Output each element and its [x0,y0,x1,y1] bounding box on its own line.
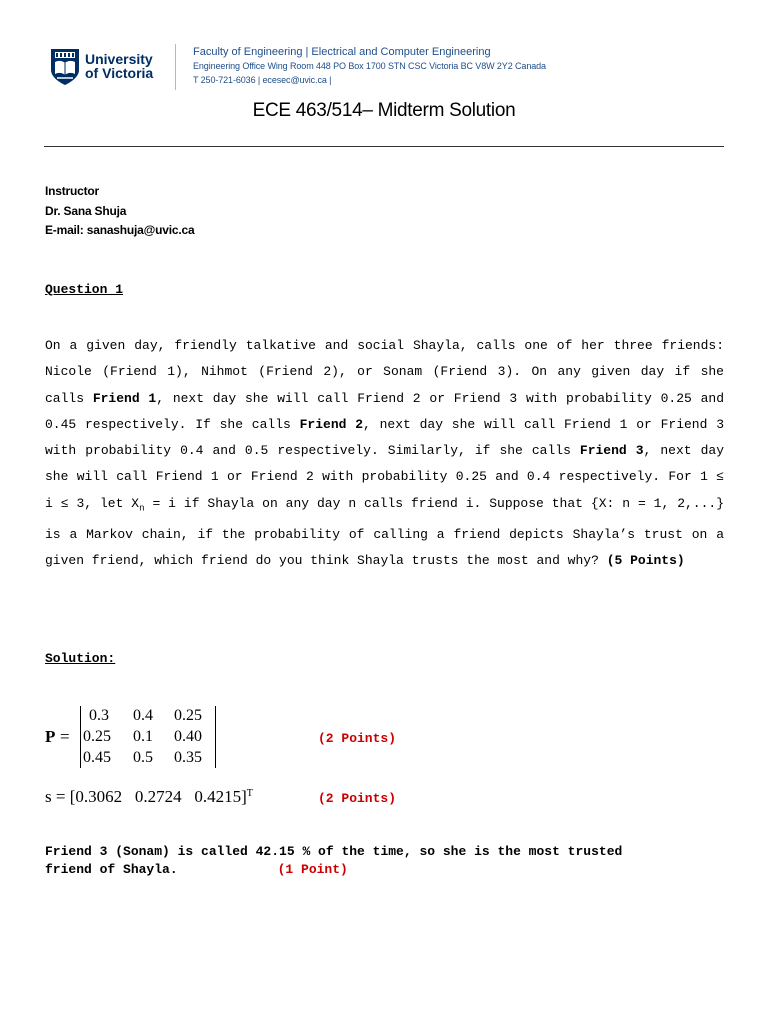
question-emphasis: Friend 1 [92,390,157,406]
instructor-name: Dr. Sana Shuja [45,203,127,218]
university-logo [50,48,160,92]
logo-line-2: of Victoria [85,65,154,81]
document-title: ECE 463/514– Midterm Solution [252,100,516,121]
instructor-email: E-mail: sanashuja@uvic.ca [45,223,195,237]
steady-state-values: s = [0.3062 0.2724 0.4215] [45,787,247,806]
subscript: n [139,503,145,514]
question-heading: Question 1 [45,282,124,297]
contact-line: T 250-721-6036 | ecesec@uvic.ca | [193,75,332,85]
transition-matrix [80,706,216,768]
matrix-equals: = [60,727,70,746]
logo-wordmark [85,52,153,80]
title-rule [44,146,724,147]
matrix-cell: 0.35 [174,749,202,766]
vector-points: (2 Points) [318,791,397,806]
matrix-cell: 0.4 [133,707,153,724]
conclusion-text [45,843,622,879]
address-line: Engineering Office Wing Room 448 PO Box 1700 STN CSC Victoria BC V8W 2Y2 Canada [193,61,546,71]
matrix-cell: 0.1 [133,728,153,745]
matrix-cell: 0.45 [83,749,111,766]
steady-state-vector [45,787,253,807]
faculty-line: Faculty of Engineering | Electrical and Computer Engineering [193,46,491,58]
question-points: (5 Points) [606,552,685,568]
question-text-part: , next day she will call Friend 1 or Friend 2 with probability 0.25 and 0.4 respectively. For 1 ≤ i ≤ 3, let X [45,443,725,511]
instructor-label: Instructor [45,184,100,198]
question-text-part: On a given day, friendly talkative and social Shayla, calls one of her three friends: Nicole (Friend 1), Nihmot (Friend 2), or Sonam (Friend 3). On any given day if she calls [45,338,724,406]
question-text-part: = i if Shayla on any day n calls friend i. Suppose that {X: n = 1, 2,...} is a Markov chain, if the probability of calling a friend depicts Shayla’s trust on a given friend, which friend do you think Shayla trusts the most and why? [45,495,724,568]
question-text-part: , next day she will call Friend 1 or Friend 3 with probability 0.4 and 0.5 respectively. Similarly, if she calls [45,416,724,459]
instructor-block [45,182,194,241]
department-info [193,45,546,87]
question-emphasis: Friend 3 [579,443,644,459]
question-emphasis: Friend 2 [299,416,364,432]
matrix-cell: 0.40 [174,728,202,745]
question-text-part: , next day she will call Friend 2 or Friend 3 with probability 0.25 and 0.45 respectively. If she calls [45,390,724,432]
transpose-superscript: T [246,788,253,799]
matrix-points: (2 Points) [318,731,397,746]
logo-line-1: University [85,51,153,67]
matrix-cell: 0.3 [89,707,109,724]
conclusion-line-2 [45,861,622,879]
matrix-cell: 0.5 [133,749,153,766]
conclusion-line-1: Friend 3 (Sonam) is called 42.15 % of the time, so she is the most trusted [45,844,623,859]
crest-icon [50,48,80,86]
conclusion-points: (1 Point) [277,862,348,877]
conclusion-line-2-text: friend of Shayla. [45,862,178,877]
matrix-label: P [45,727,56,746]
solution-heading: Solution: [45,651,116,666]
matrix-cell: 0.25 [174,707,202,724]
matrix-cell: 0.25 [83,728,111,745]
question-text [45,333,724,574]
header-divider [175,44,176,90]
